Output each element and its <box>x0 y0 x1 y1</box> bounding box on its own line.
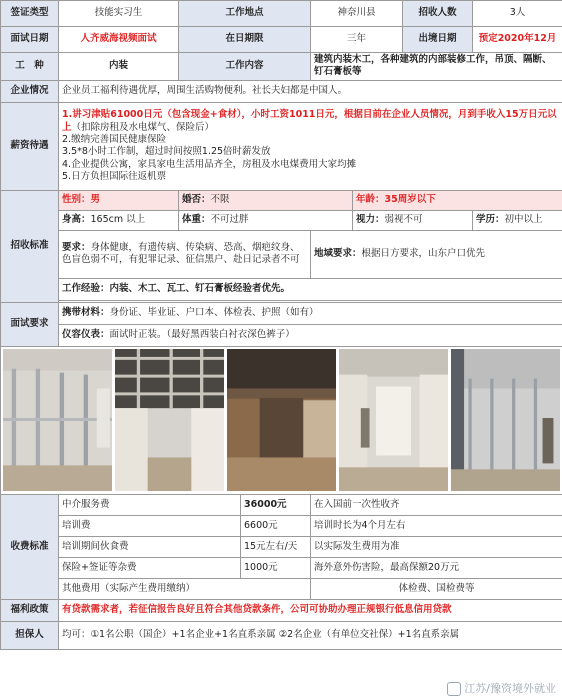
recruit-label: 招收标准 <box>1 190 59 302</box>
guarantor-text: 均可：①1名公职（国企）+1名企业+1名直系亲属 ②2名企业（有单位交社保）+1名直系亲属 <box>59 621 562 649</box>
salary-line-4: 4.企业提供公寓，家具家电生活用品齐全，房租及水电煤费用大家均摊 <box>62 158 357 170</box>
departure-date-value: 预定2020年12月 <box>473 27 562 53</box>
job-content-value: 建筑内装木工，各种建筑的内部装修工作，吊顶、隔断、钉石膏板等 <box>311 53 562 81</box>
fee-note-3: 海外意外伤害险，最高保额20万元 <box>311 557 562 578</box>
watermark-text: 江苏/豫资境外就业 <box>464 681 556 695</box>
fee-note-1: 培训时长为4个月左右 <box>311 515 562 536</box>
stay-period-value: 三年 <box>311 27 403 53</box>
construction-photo-1 <box>3 349 112 491</box>
age-cell: 年龄：35周岁以下 <box>353 190 562 210</box>
fee-note-0: 在入国前一次性收齐 <box>311 494 562 515</box>
fee-other-name: 其他费用（实际产生费用缴纳） <box>59 578 311 599</box>
construction-photo-4 <box>339 349 448 491</box>
visa-type-value: 技能实习生 <box>59 1 179 27</box>
fee-name-0: 中介服务费 <box>59 494 241 515</box>
height-cell: 身高：165cm 以上 <box>59 210 179 230</box>
fees-label: 收费标准 <box>1 494 59 599</box>
work-experience-cell: 工作经验：内装、木工、瓦工、钉石膏板经验者优先。 <box>59 278 562 300</box>
salary-line-1: 1.讲习津贴61000日元（包含现金+食材），小时工资1011日元，根据目前在企业人员情况，月到手收入15万日元以上（扣除房租及水电煤气、保险后） <box>62 109 557 133</box>
work-location-label: 工作地点 <box>179 1 311 27</box>
headcount-value: 3人 <box>473 1 562 27</box>
fee-note-2: 以实际发生费用为准 <box>311 536 562 557</box>
marriage-cell: 婚否：不限 <box>179 190 353 210</box>
photo-strip-cell <box>1 346 562 494</box>
construction-photo-5 <box>451 349 560 491</box>
company-label: 企业情况 <box>1 80 59 102</box>
fee-amount-0: 36000元 <box>241 494 311 515</box>
visa-type-label: 签证类型 <box>1 1 59 27</box>
interview-date-label: 面试日期 <box>1 27 59 53</box>
watermark-logo-icon <box>447 682 461 696</box>
photo-strip <box>3 348 560 492</box>
welfare-text: 有贷款需求者，若征信报告良好且符合其他贷款条件，公司可协助办理正规银行低息信用贷款 <box>59 599 562 621</box>
salary-line-2: 2.缴纳完善国民健康保险 <box>62 133 167 145</box>
job-type-value: 内装 <box>59 53 179 81</box>
fee-name-1: 培训费 <box>59 515 241 536</box>
education-cell: 学历：初中以上 <box>473 210 562 230</box>
construction-photo-2 <box>115 349 224 491</box>
job-type-label: 工 种 <box>1 53 59 81</box>
construction-photo-3 <box>227 349 336 491</box>
fee-amount-1: 6600元 <box>241 515 311 536</box>
interview-date-value: 人齐威海视频面试 <box>59 27 179 53</box>
region-requirement-cell: 地域要求：根据日方要求，山东户口优先 <box>311 230 562 278</box>
stay-period-label: 在日期限 <box>179 27 311 53</box>
dress-code-cell: 仪容仪表：面试时正装。（最好黑西装白衬衣深色裤子） <box>59 324 562 346</box>
guarantor-label: 担保人 <box>1 621 59 649</box>
company-text: 企业员工福利待遇优厚，周围生活购物便利。社长夫妇都是中国人。 <box>59 80 562 102</box>
fee-amount-2: 15元左右/天 <box>241 536 311 557</box>
vision-cell: 视力：弱视不可 <box>353 210 473 230</box>
weight-cell: 体重：不可过胖 <box>179 210 353 230</box>
watermark <box>447 682 556 696</box>
fee-amount-3: 1000元 <box>241 557 311 578</box>
fee-other-note: 体检费、国检费等 <box>311 578 562 599</box>
materials-cell: 携带材料：身份证、毕业证、户口本、体检表、护照（如有） <box>59 302 562 324</box>
job-content-label: 工作内容 <box>179 53 311 81</box>
interview-label: 面试要求 <box>1 302 59 346</box>
work-location-value: 神奈川县 <box>311 1 403 27</box>
health-requirements-cell: 要求：身体健康，有遗传病、传染病、恐高、烟疤纹身、色盲色弱不可，有犯罪记录、征信黑户、赴日记录者不可 <box>59 230 311 278</box>
welfare-label: 福利政策 <box>1 599 59 621</box>
departure-date-label: 出境日期 <box>403 27 473 53</box>
salary-details <box>59 102 562 190</box>
salary-line-3: 3.5*8小时工作制，超过时间按照1.25倍时薪发放 <box>62 146 271 158</box>
salary-label: 薪资待遇 <box>1 102 59 190</box>
fee-name-3: 保险+签证等杂费 <box>59 557 241 578</box>
gender-cell: 性别：男 <box>59 190 179 210</box>
headcount-label: 招收人数 <box>403 1 473 27</box>
fee-name-2: 培训期间伙食费 <box>59 536 241 557</box>
salary-line-5: 5.日方负担国际往返机票 <box>62 170 167 182</box>
